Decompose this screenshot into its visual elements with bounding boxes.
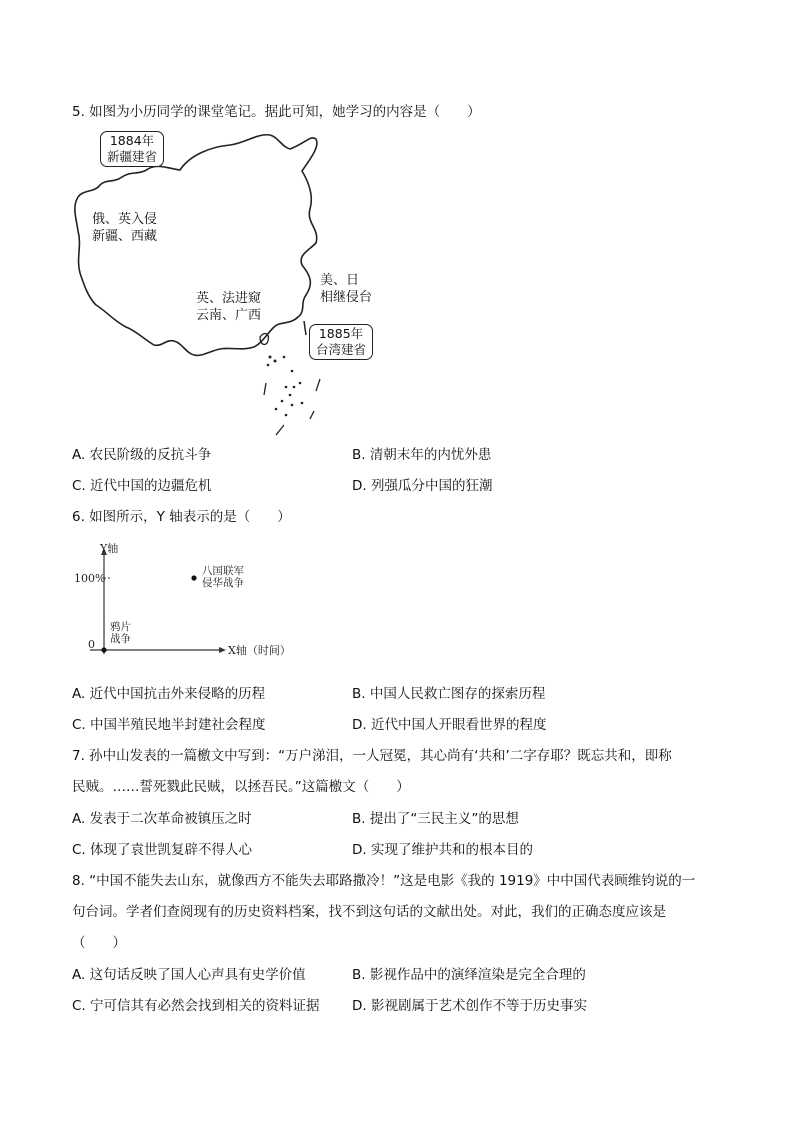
q6-chart-svg xyxy=(70,540,310,670)
chart-point-label-1-0: 八国联军 xyxy=(202,565,244,577)
chart-points xyxy=(101,565,244,653)
q6-option-c[interactable]: C. 中国半殖民地半封建社会程度 xyxy=(72,717,266,733)
q8-option-d[interactable]: D. 影视剧属于艺术创作不等于历史事实 xyxy=(352,998,587,1014)
map-box-taiwan-year: 1885年 xyxy=(318,326,364,341)
map-label-britain-france-line1: 英、法进窥 xyxy=(196,291,262,306)
q5-option-d[interactable]: D. 列强瓜分中国的狂潮 xyxy=(352,478,493,494)
x-axis-label: X轴（时间） xyxy=(228,644,291,657)
map-label-britain-france xyxy=(196,290,261,324)
q6-option-b[interactable]: B. 中国人民救亡图存的探索历程 xyxy=(352,686,546,702)
q6-option-d[interactable]: D. 近代中国人开眼看世界的程度 xyxy=(352,717,547,733)
map-box-taiwan xyxy=(309,324,373,360)
q7-stem-line1: 7. 孙中山发表的一篇檄文中写到：“万户涕泪，一人冠冕，其心尚有‘共和’二字存耶？既忘共和，即称 xyxy=(72,748,672,764)
q6-stem: 6. 如图所示，Y 轴表示的是（ ） xyxy=(72,509,291,525)
q5-option-b[interactable]: B. 清朝末年的内忧外患 xyxy=(352,447,492,463)
chart-point-0 xyxy=(101,647,106,652)
map-label-russia-britain-line1: 俄、英入侵 xyxy=(92,212,158,227)
map-box-xinjiang xyxy=(100,131,164,167)
map-label-russia-britain-line2: 新疆、西藏 xyxy=(92,229,158,244)
chart-point-label-0-0: 鸦片 xyxy=(110,621,131,633)
q7-option-a[interactable]: A. 发表于二次革命被镇压之时 xyxy=(72,811,252,827)
q8-stem-line3: （ ） xyxy=(72,935,126,951)
q7-option-d[interactable]: D. 实现了维护共和的根本目的 xyxy=(352,842,533,858)
q7-stem-line2: 民贼。……誓死戮此民贼，以拯吾民。”这篇檄文（ ） xyxy=(72,779,410,795)
map-label-us-japan xyxy=(320,272,372,306)
map-box-xinjiang-text: 新疆建省 xyxy=(107,149,158,164)
chart-point-1 xyxy=(191,575,196,580)
q8-stem-line2: 句台词。学者们查阅现有的历史资料档案，找不到这句话的文献出处。对此，我们的正确态度应该是 xyxy=(72,904,666,920)
map-label-us-japan-line2: 相继侵台 xyxy=(320,290,373,305)
q8-option-b[interactable]: B. 影视作品中的演绎渲染是完全合理的 xyxy=(352,967,586,983)
q5-option-a[interactable]: A. 农民阶级的反抗斗争 xyxy=(72,447,212,463)
chart-point-label-0-1: 战争 xyxy=(110,633,131,645)
q7-option-b[interactable]: B. 提出了“三民主义”的思想 xyxy=(352,811,519,827)
chart-point-label-1-1: 侵华战争 xyxy=(202,577,244,589)
q8-option-a[interactable]: A. 这句话反映了国人心声具有史学价值 xyxy=(72,967,306,983)
map-label-us-japan-line1: 美、日 xyxy=(320,273,360,288)
q7-option-c[interactable]: C. 体现了袁世凯复辟不得人心 xyxy=(72,842,253,858)
q8-stem-line1: 8. “中国不能失去山东，就像西方不能失去耶路撒冷！”这是电影《我的 1919》中中国代表顾维钧说的一 xyxy=(72,873,696,889)
map-box-taiwan-text: 台湾建省 xyxy=(316,342,367,357)
y-tick-label-100: 100% xyxy=(74,572,106,585)
q5-option-c[interactable]: C. 近代中国的边疆危机 xyxy=(72,478,212,494)
x-axis-arrow xyxy=(219,647,226,653)
map-box-xinjiang-year: 1884年 xyxy=(109,133,155,148)
map-label-britain-france-line2: 云南、广西 xyxy=(196,308,262,323)
q8-option-c[interactable]: C. 宁可信其有必然会找到相关的资料证据 xyxy=(72,998,320,1014)
y-axis-label: Y轴 xyxy=(100,542,119,555)
q6-option-a[interactable]: A. 近代中国抗击外来侵略的历程 xyxy=(72,686,266,702)
q6-chart xyxy=(70,540,310,670)
y-tick-label-0: 0 xyxy=(88,638,95,651)
q5-stem: 5. 如图为小历同学的课堂笔记。据此可知，她学习的内容是（ ） xyxy=(72,104,481,120)
map-label-russia-britain xyxy=(92,211,157,245)
